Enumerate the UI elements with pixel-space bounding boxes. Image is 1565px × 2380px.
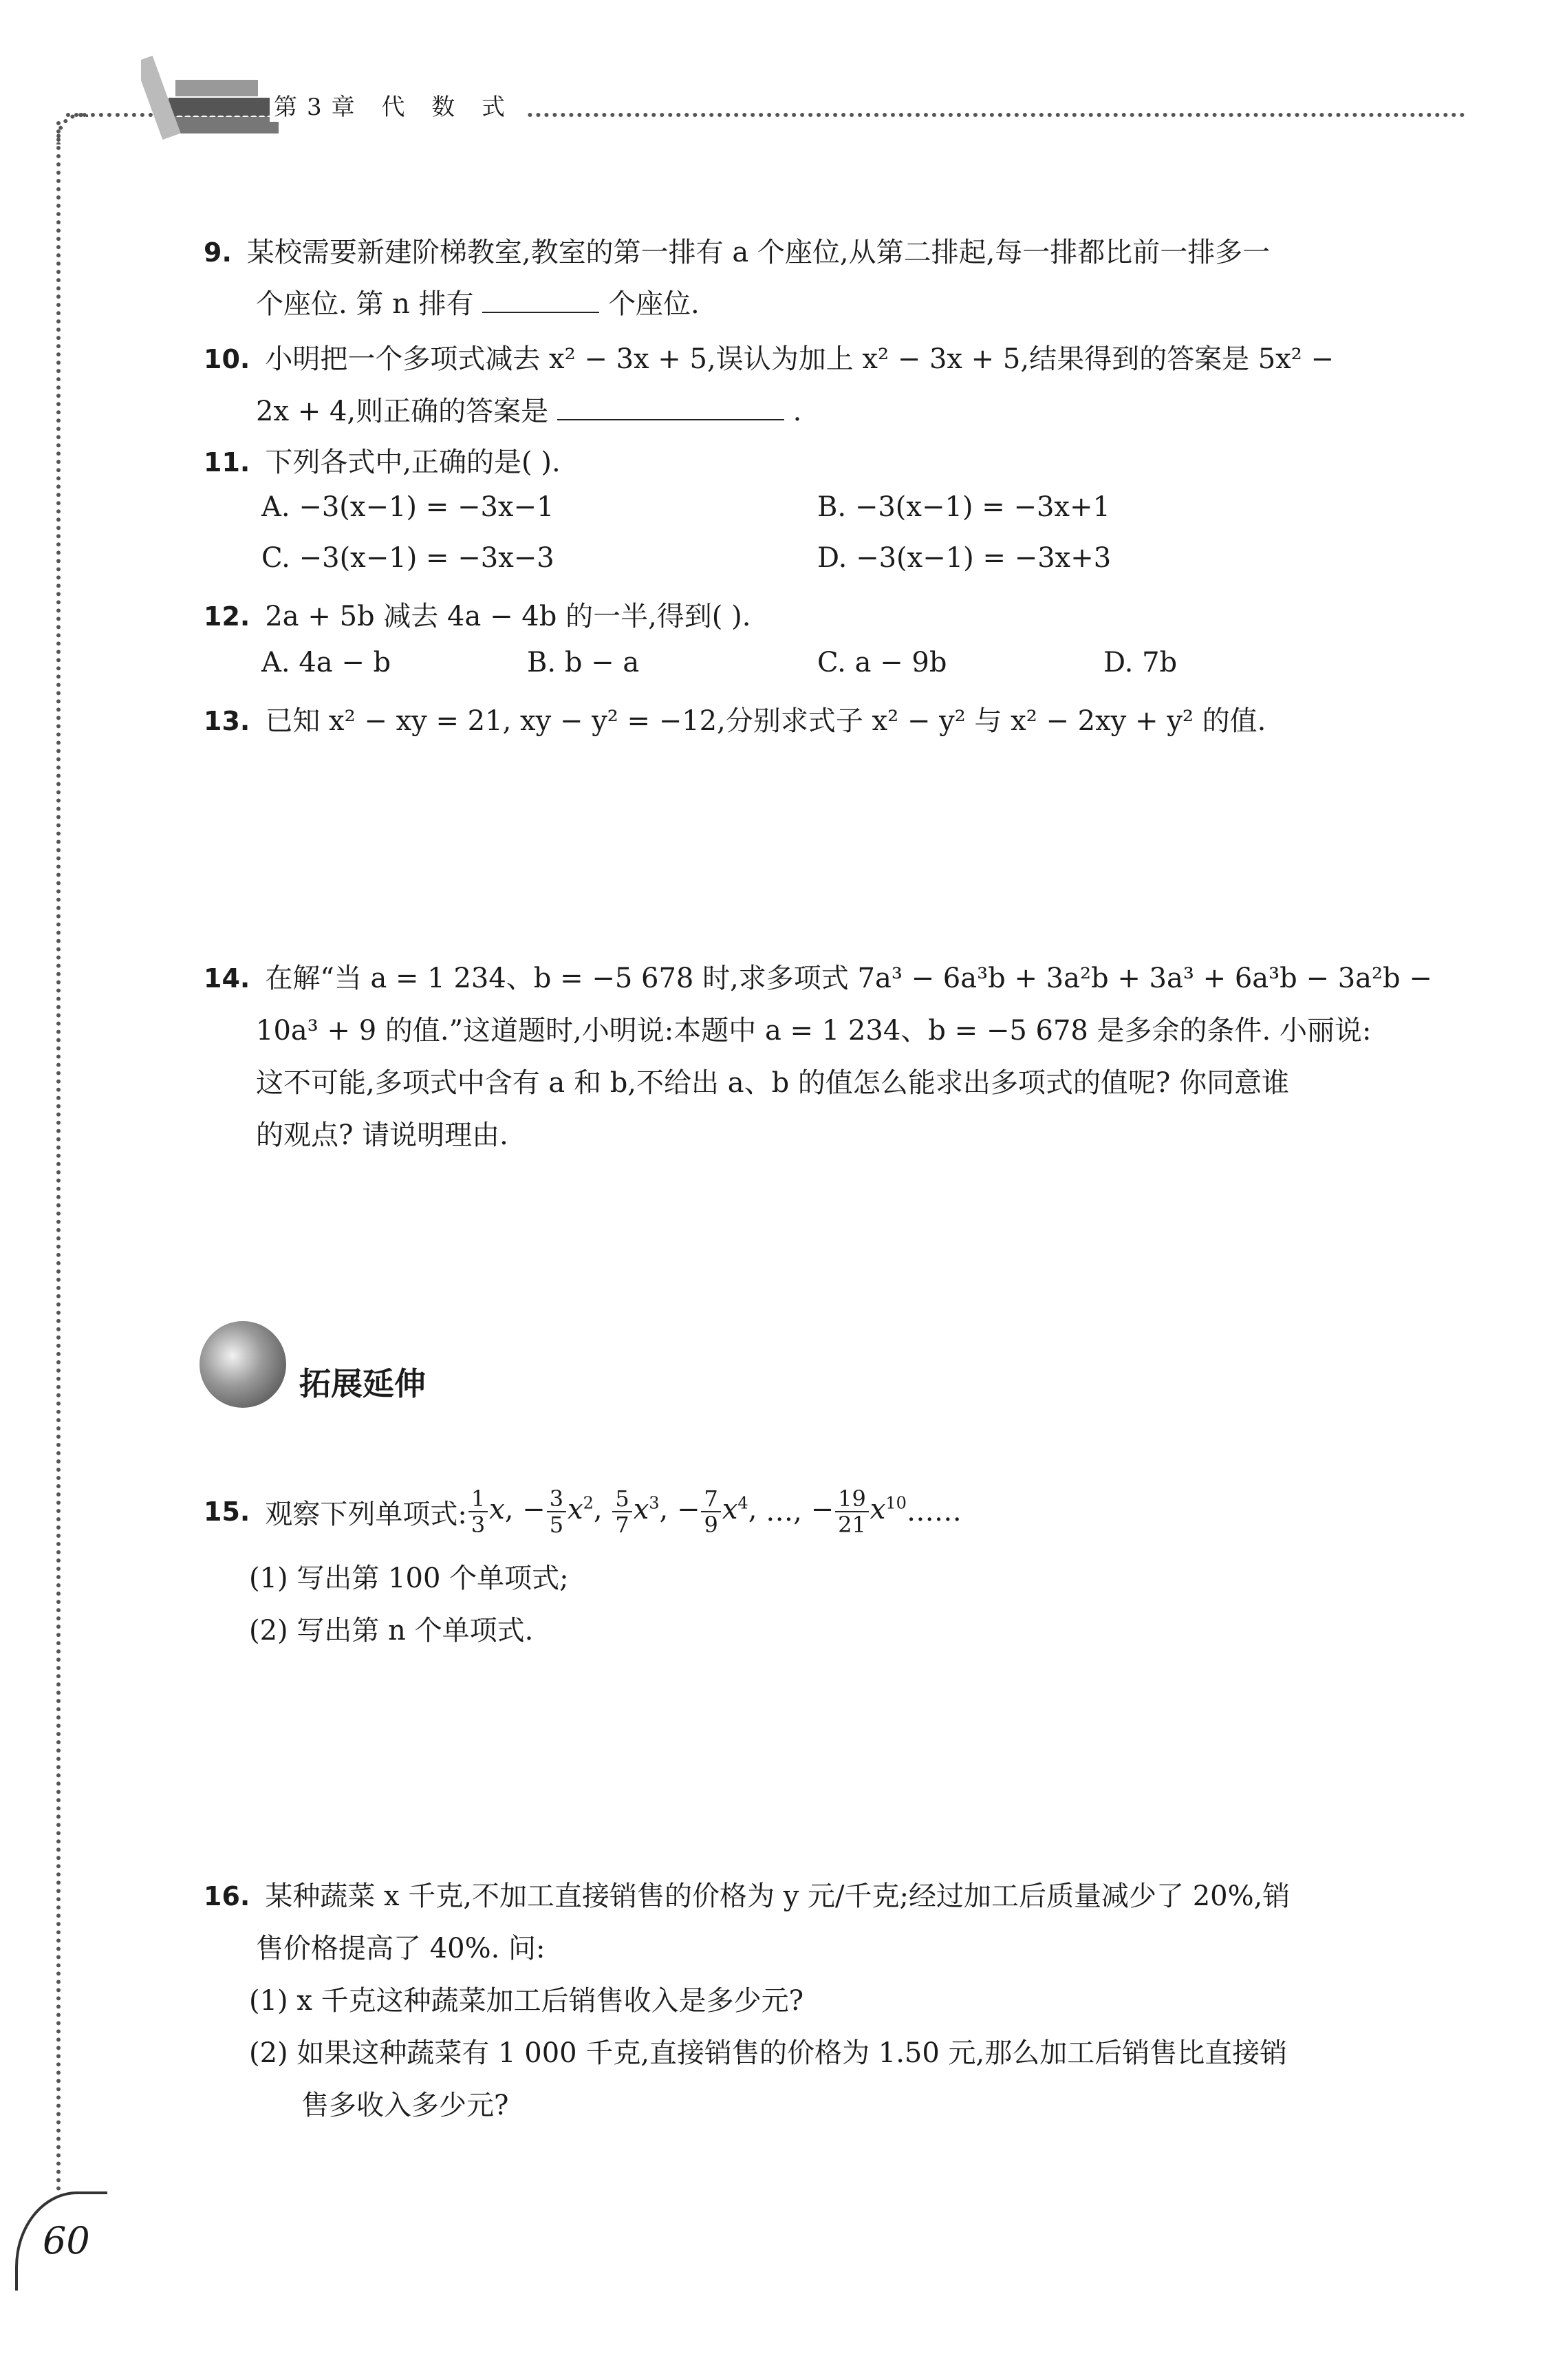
option-11-C: C. −3(x−1) = −3x−3 <box>261 542 554 574</box>
option-11-A: A. −3(x−1) = −3x−1 <box>261 491 554 523</box>
question-11-number: 11. <box>204 447 250 478</box>
monomial-term: − $\frac{3}{5}$ $x^2$, <box>522 1486 612 1538</box>
option-12-D: D. 7b <box>1103 647 1178 678</box>
question-9-text3: 个座位. <box>608 288 700 320</box>
option-11-B: B. −3(x−1) = −3x+1 <box>817 491 1110 523</box>
question-15-stem <box>204 1486 962 1537</box>
question-15-number: 15. <box>204 1497 250 1527</box>
option-11-D: D. −3(x−1) = −3x+3 <box>817 542 1112 574</box>
monomial-term: − $\frac{7}{9}$ $x^4$, <box>676 1486 766 1538</box>
question-10-text3: . <box>792 396 802 427</box>
question-16-line2: 售价格提高了 40%. 问: <box>256 1933 546 1964</box>
question-10-line2 <box>256 389 801 429</box>
ellipsis: …, <box>766 1496 802 1527</box>
option-12-A: A. 4a − b <box>261 647 391 678</box>
monomial-term: $\frac{5}{7}$ $x^3$, <box>611 1486 677 1537</box>
question-15-sub2: (2) 写出第 n 个单项式. <box>249 1615 534 1647</box>
ellipsis: …… <box>906 1496 962 1527</box>
question-16-sub2-line1: (2) 如果这种蔬菜有 1 000 千克,直接销售的价格为 1.50 元,那么加工后销售比直接销 <box>249 2037 1288 2069</box>
chapter-header: 第3章 代 数 式 <box>270 88 526 122</box>
question-14-line4: 的观点? 请说明理由. <box>256 1119 508 1151</box>
monomial-term: $\frac{1}{3}$ x, <box>467 1486 522 1537</box>
section-sphere-icon <box>199 1321 286 1408</box>
question-11-stem <box>204 440 561 480</box>
monomial-term: − $\frac{19}{21}$ $x^{10}$ <box>810 1486 907 1538</box>
page-frame-left <box>56 121 61 2192</box>
page-number: 60 <box>43 2219 90 2262</box>
option-12-B: B. b − a <box>527 647 640 678</box>
question-16-text1: 某种蔬菜 x 千克,不加工直接销售的价格为 y 元/千克;经过加工后质量减少了 20%,销 <box>265 1880 1291 1912</box>
question-10-line1 <box>204 337 1334 376</box>
question-12-text: 2a + 5b 减去 4a − 4b 的一半,得到( ). <box>265 601 751 632</box>
question-16-sub1: (1) x 千克这种蔬菜加工后销售收入是多少元? <box>249 1985 804 2017</box>
question-9-line1 <box>204 231 1270 270</box>
question-9-number: 9. <box>204 237 232 268</box>
page-frame-corner <box>56 113 88 144</box>
answer-blank[interactable] <box>557 398 784 420</box>
question-10-text2: 2x + 4,则正确的答案是 <box>256 396 549 427</box>
question-10-text: 小明把一个多项式减去 x² − 3x + 5,误认为加上 x² − 3x + 5,结果得到的答案是 5x² − <box>265 343 1335 375</box>
question-15-lead: 观察下列单项式: <box>265 1498 467 1530</box>
question-13 <box>204 699 1266 738</box>
question-16-sub2-line2: 售多收入多少元? <box>301 2090 509 2121</box>
question-10-number: 10. <box>204 344 250 374</box>
section-title: 拓展延伸 <box>299 1365 426 1402</box>
question-14-line2: 10a³ + 9 的值.”这道题时,小明说:本题中 a = 1 234、b = −5 678 是多余的条件. 小丽说: <box>256 1015 1372 1047</box>
question-9-text: 某校需要新建阶梯教室,教室的第一排有 a 个座位,从第二排起,每一排都比前一排多一 <box>246 237 1271 268</box>
question-14-line3: 这不可能,多项式中含有 a 和 b,不给出 a、b 的值怎么能求出多项式的值呢? 你同意谁 <box>256 1067 1290 1099</box>
question-14-number: 14. <box>204 963 250 994</box>
answer-blank[interactable] <box>482 291 599 313</box>
option-12-C: C. a − 9b <box>817 647 947 678</box>
question-14-line1 <box>204 956 1432 996</box>
question-12-number: 12. <box>204 601 250 632</box>
question-13-number: 13. <box>204 706 250 736</box>
question-16-number: 16. <box>204 1881 250 1911</box>
question-15-sub1: (1) 写出第 100 个单项式; <box>249 1563 569 1594</box>
question-9-line2 <box>256 282 700 321</box>
question-9-text2: 个座位. 第 n 排有 <box>256 288 474 320</box>
question-11-text: 下列各式中,正确的是( ). <box>265 447 561 478</box>
question-13-text: 已知 x² − xy = 21, xy − y² = −12,分别求式子 x² − y² 与 x² − 2xy + y² 的值. <box>265 705 1266 737</box>
question-14-text1: 在解“当 a = 1 234、b = −5 678 时,求多项式 7a³ − 6a³b + 3a²b + 3a³ + 6a³b − 3a²b − <box>265 963 1432 994</box>
question-16-line1 <box>204 1874 1290 1913</box>
question-12-stem <box>204 594 751 634</box>
